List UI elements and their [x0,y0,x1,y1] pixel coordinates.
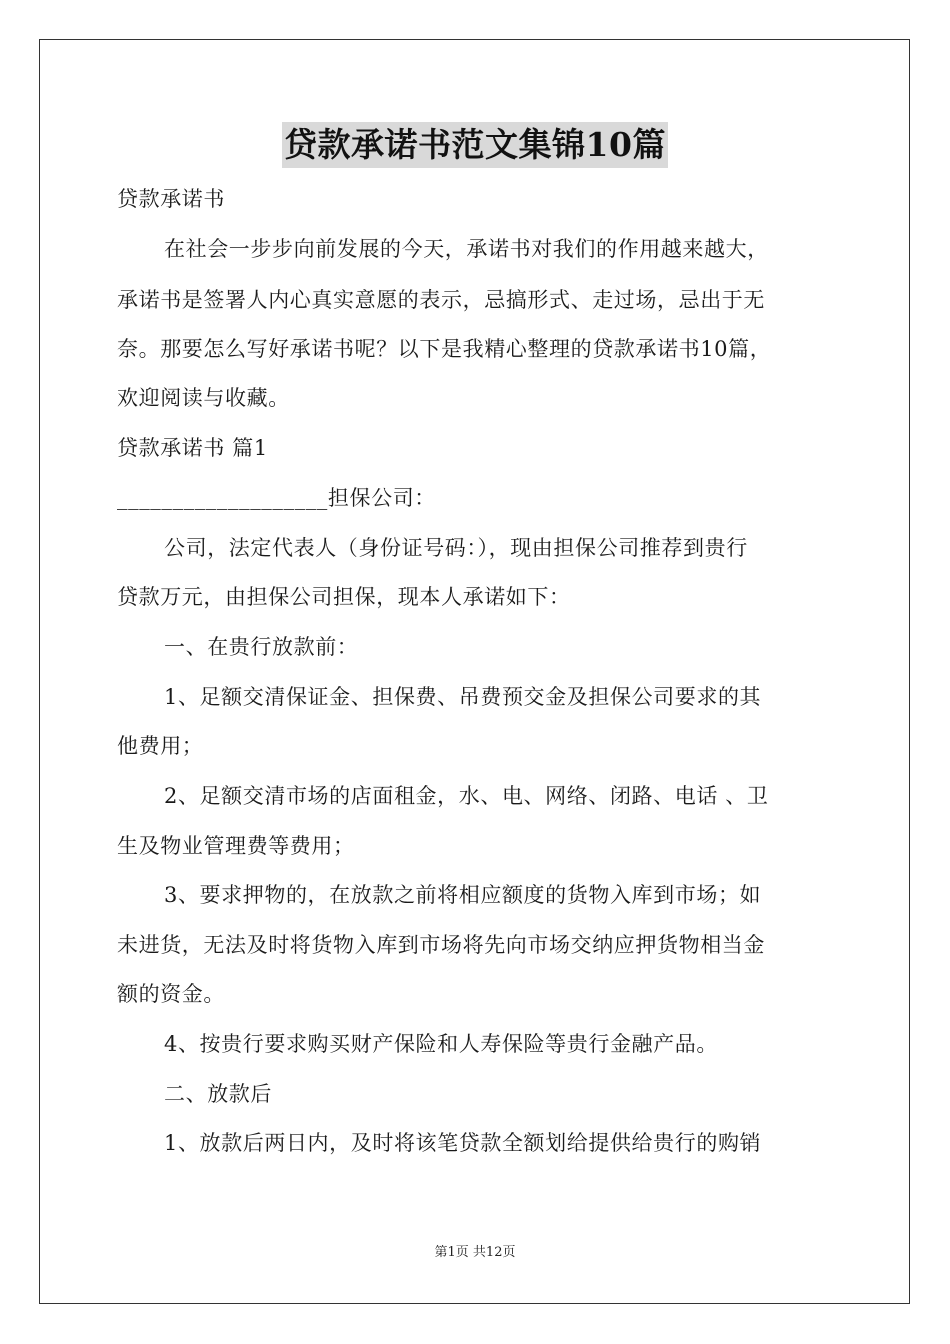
document-title: 贷款承诺书范文集锦10篇 [282,122,668,168]
page-number: 第1页 共12页 [434,1245,516,1260]
paragraph-line: 欢迎阅读与收藏。 [117,386,290,410]
list-item-line: 生及物业管理费等费用； [117,834,355,858]
addressee-line: ___________________担保公司： [117,486,436,510]
list-item-line: 他费用； [117,734,204,758]
title-wrap [0,122,950,168]
subheading-line: 一、在贵行放款前： [164,635,359,659]
list-item-line: 额的资金。 [117,982,225,1006]
paragraph-line: 奈。那要怎么写好承诺书呢？以下是我精心整理的贷款承诺书10篇， [117,337,772,361]
paragraph-line: 贷款万元，由担保公司担保，现本人承诺如下： [117,585,571,609]
list-item-line: 3、要求押物的，在放款之前将相应额度的货物入库到市场；如 [164,883,762,907]
list-item-line: 1、足额交清保证金、担保费、吊费预交金及担保公司要求的其 [164,685,762,709]
list-item-line: 未进货，无法及时将货物入库到市场将先向市场交纳应押货物相当金 [117,933,765,957]
paragraph-line: 承诺书是签署人内心真实意愿的表示，忌搞形式、走过场，忌出于无 [117,288,765,312]
section-heading: 贷款承诺书 [117,187,225,211]
page-border [39,39,910,1304]
page-footer [0,1244,950,1262]
subheading-line: 二、放款后 [164,1082,272,1106]
section-heading: 贷款承诺书 篇1 [117,436,268,460]
paragraph-line: 公司，法定代表人（身份证号码：），现由担保公司推荐到贵行 [164,536,748,560]
list-item-line: 2、足额交清市场的店面租金，水、电、网络、闭路、电话 、卫 [164,784,769,808]
list-item-line: 4、按贵行要求购买财产保险和人寿保险等贵行金融产品。 [164,1032,718,1056]
paragraph-line: 在社会一步步向前发展的今天，承诺书对我们的作用越来越大， [164,237,769,261]
list-item-line: 1、放款后两日内，及时将该笔贷款全额划给提供给贵行的购销 [164,1131,762,1155]
